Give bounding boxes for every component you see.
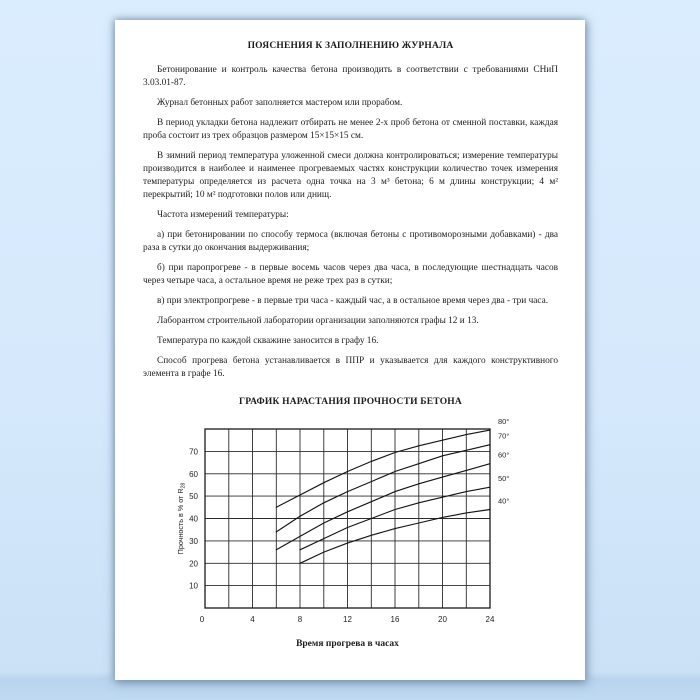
curve-temperature-label: 60° <box>498 450 510 460</box>
paragraph: Лаборантом строительной лаборатории организации заполняются графы 12 и 13. <box>157 316 479 326</box>
paragraph: б) при паропрогреве - в первые восемь часов через два часа, в последующие шестнадцать часов через четыре часа, а остальное время не реже трех раз в сутки; <box>143 263 558 286</box>
y-tick-label: 10 <box>189 581 198 591</box>
y-tick-label: 20 <box>189 559 198 569</box>
curve-temperature-label: 70° <box>498 431 510 441</box>
y-tick-label: 30 <box>189 536 198 546</box>
paragraph: Бетонирование и контроль качества бетона производить в соответствии с требованиями СНиП 3.03.01-87. <box>143 65 558 88</box>
paragraph: а) при бетонировании по способу термоса (включая бетоны с противоморозными добавками) - два раза в сутки до окончания выдерживания; <box>143 230 558 253</box>
paragraph: В период укладки бетона надлежит отбирать не менее 2-х проб бетона от сменной поставки, каждая проба состоит из трех образцов размером 15×15×15 см. <box>143 118 558 141</box>
paragraph: В зимний период температура уложенной смеси должна контролироваться; измерение температуры производится в наиболее и наименее прогреваемых частях конструкции количество точек измерения температуры определяется из расчета одна точка на 3 м³ бетона; 6 м длины конструкции; 4 м² перекрытий; 10 м² подготовки полов или днищ. <box>143 151 558 200</box>
document-title: ПОЯСНЕНИЯ К ЗАПОЛНЕНИЮ ЖУРНАЛА <box>247 41 454 51</box>
x-tick-label: 16 <box>390 615 400 624</box>
paragraph: Частота измерений температуры: <box>157 210 289 220</box>
y-tick-label: 60 <box>189 469 198 479</box>
curve-temperature-label: 80° <box>498 417 510 427</box>
strength-chart-svg <box>143 415 558 649</box>
chart-title: ГРАФИК НАРАСТАНИЯ ПРОЧНОСТИ БЕТОНА <box>239 397 462 407</box>
paragraph: Температура по каждой скважине заносится в графу 16. <box>157 336 379 346</box>
curve-temperature-label: 40° <box>498 496 510 506</box>
paragraph: Способ прогрева бетона устанавливается в ППР и указывается для каждого конструктивного элемента в графе 16. <box>143 356 558 379</box>
x-axis-label: Время прогрева в часах <box>296 639 399 649</box>
x-tick-label: 4 <box>250 615 255 624</box>
y-tick-label: 50 <box>189 492 198 502</box>
y-tick-label: 40 <box>189 514 198 524</box>
x-tick-label: 24 <box>485 615 495 624</box>
x-tick-label: 0 <box>199 615 205 624</box>
x-tick-label: 12 <box>343 615 352 624</box>
y-axis-label: Прочность в % от $R_{28}$ <box>176 482 187 555</box>
strength-chart <box>143 397 558 649</box>
paragraph: Журнал бетонных работ заполняется мастером или прорабом. <box>157 98 403 108</box>
y-tick-label: 70 <box>189 447 198 457</box>
paragraph: в) при электропрогреве - в первые три часа - каждый час, а в остальное время через два - три часа. <box>157 296 549 306</box>
x-tick-label: 20 <box>438 615 447 624</box>
x-tick-label: 8 <box>297 615 303 624</box>
document-page <box>115 20 585 680</box>
curve-temperature-label: 50° <box>498 474 510 484</box>
